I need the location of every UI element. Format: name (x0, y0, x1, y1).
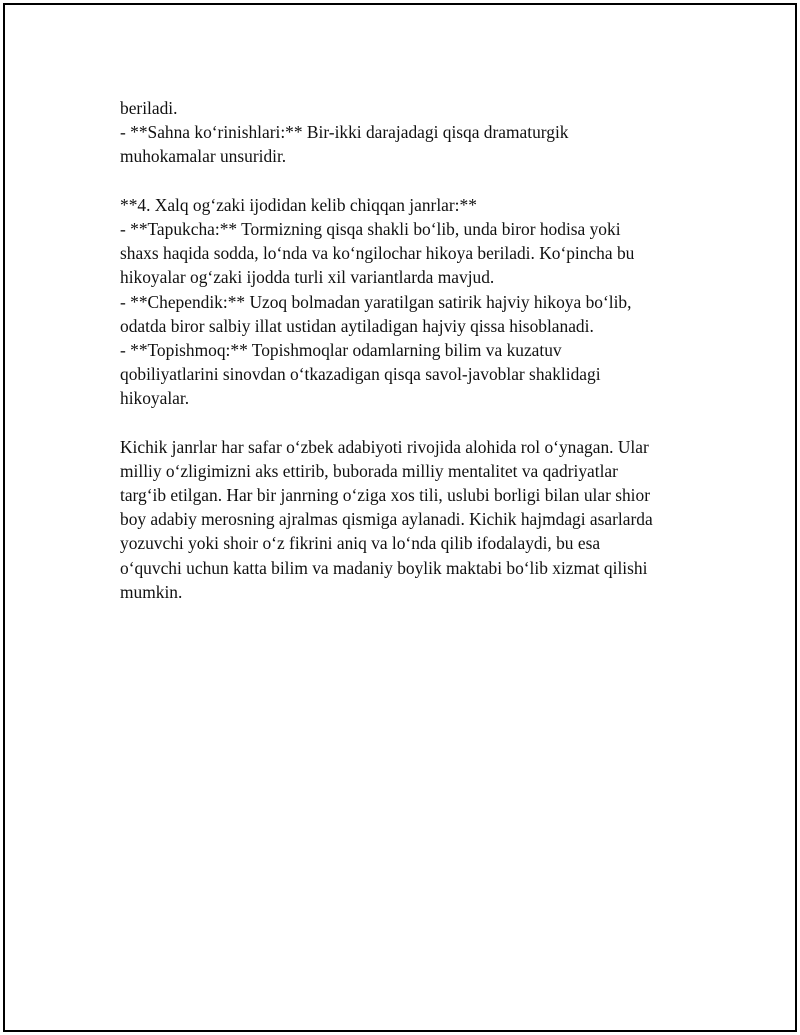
text-line: hikoyalar og‘zaki ijodda turli xil variantlarda mavjud. (120, 267, 495, 288)
text-line: Kichik janrlar har safar o‘zbek adabiyoti rivojida alohida rol o‘ynagan. Ular (120, 436, 649, 457)
section-heading: **4. Xalq og‘zaki ijodidan kelib chiqqan janrlar:** (120, 194, 477, 215)
text-line: muhokamalar unsuridir. (120, 146, 287, 167)
text-line: boy adabiy merosning ajralmas qismiga aylanadi. Kichik hajmdagi asarlarda (120, 509, 653, 530)
text-line: milliy o‘zligimizni aks ettirib, buborada milliy mentalitet va qadriyatlar (120, 460, 618, 481)
text-line: beriladi. (120, 98, 178, 118)
text-line: - **Topishmoq:** Topishmoqlar odamlarning bilim va kuzatuv (120, 339, 562, 360)
document-page (3, 3, 797, 1032)
paragraph-gap (120, 410, 700, 434)
text-line: targ‘ib etilgan. Har bir janrning o‘ziga xos tili, uslubi borligi bilan ular shior (120, 485, 650, 505)
text-line: mumkin. (120, 581, 183, 602)
text-line: o‘quvchi uchun katta bilim va madaniy boylik maktabi bo‘lib xizmat qilishi (120, 557, 648, 578)
text-line: shaxs haqida sodda, lo‘nda va ko‘ngilochar hikoya beriladi. Ko‘pincha bu (120, 243, 635, 264)
paragraph-gap (120, 169, 700, 193)
text-line: qobiliyatlarini sinovdan o‘tkazadigan qisqa savol-javoblar shaklidagi (120, 364, 601, 385)
text-line: - **Tapukcha:** Tormizning qisqa shakli bo‘lib, unda biror hodisa yoki (120, 218, 621, 239)
text-line: - **Sahna ko‘rinishlari:** Bir-ikki darajadagi qisqa dramaturgik (120, 122, 569, 143)
document-body (120, 96, 700, 604)
text-line: - **Chependik:** Uzoq bolmadan yaratilgan satirik hajviy hikoya bo‘lib, (120, 291, 632, 312)
text-line: hikoyalar. (120, 388, 190, 409)
text-line: odatda biror salbiy illat ustidan aytiladigan hajviy qissa hisoblanadi. (120, 315, 594, 336)
text-line: yozuvchi yoki shoir o‘z fikrini aniq va lo‘nda qilib ifodalaydi, bu esa (120, 533, 601, 554)
